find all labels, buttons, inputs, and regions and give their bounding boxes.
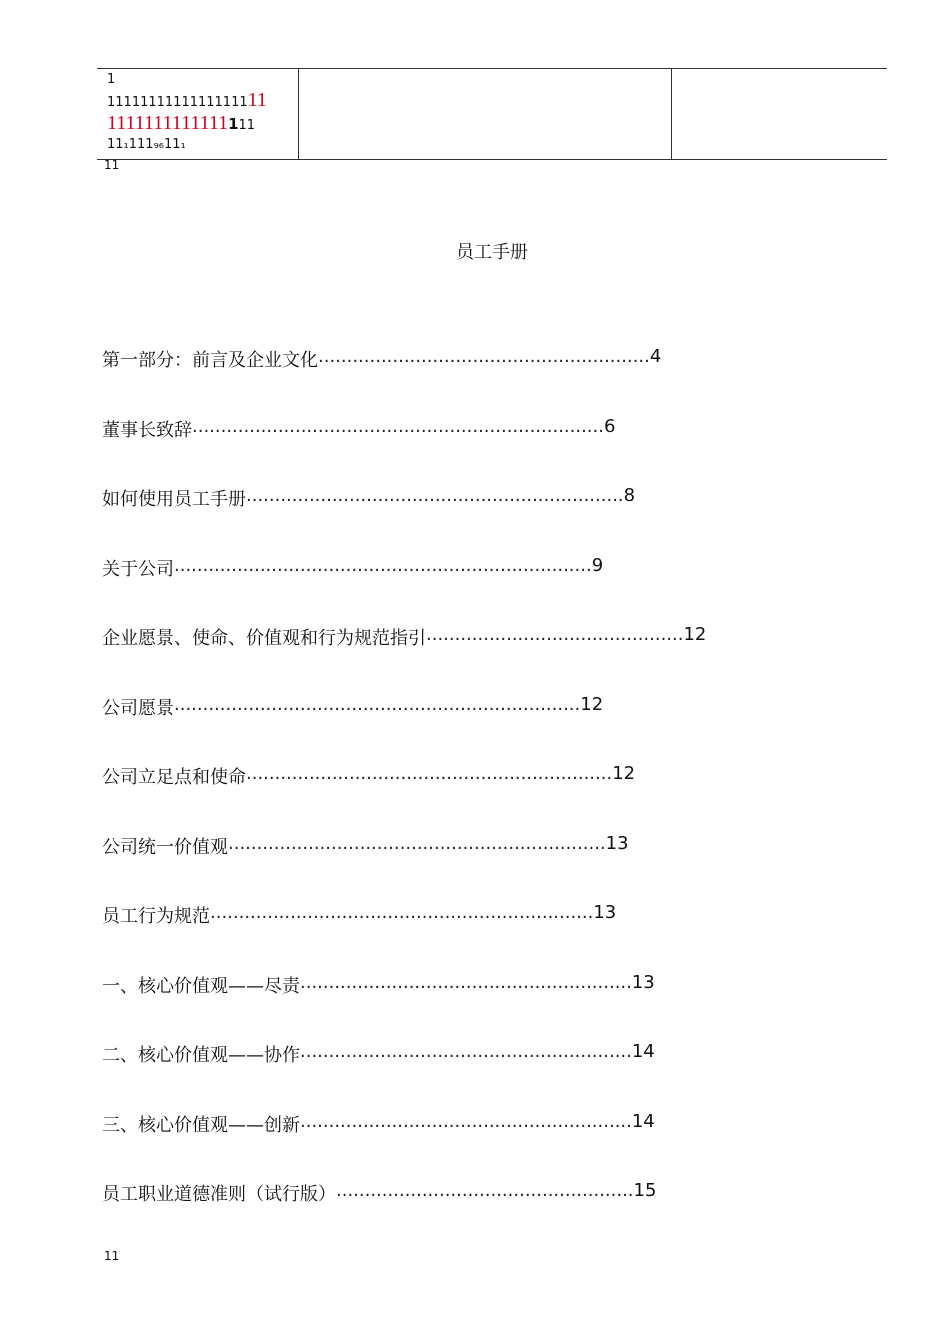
toc-entry-page: 13 — [631, 971, 655, 993]
toc-entry-leader: .......................................................... — [300, 971, 632, 993]
header-line-3 — [107, 113, 298, 136]
header-line-3-red: 1111111111111 — [107, 112, 229, 134]
toc-entry[interactable] — [102, 972, 706, 1042]
toc-entry-leader: ........................................................................ — [192, 415, 604, 437]
toc-entry-leader: ................................................................... — [210, 902, 594, 923]
header-line-1: 1 — [107, 72, 116, 87]
toc-entry-leader: .......................................................... — [300, 1041, 632, 1062]
toc-entry-page: 12 — [612, 763, 636, 784]
header-line-2-red: 11 — [247, 89, 267, 111]
header-line-3-bold: 1 — [228, 114, 239, 133]
toc-entry-label: 二、核心价值观——协作 — [102, 1045, 300, 1066]
header-line-2 — [107, 90, 298, 113]
header-line-2-plain: 11111111111111111 — [107, 94, 248, 110]
header-cell-right — [672, 69, 887, 159]
toc-entry-page: 8 — [623, 485, 636, 506]
toc-entry[interactable] — [102, 1041, 706, 1111]
toc-entry-leader: .......................................................... — [300, 1110, 632, 1132]
toc-entry-leader: ............................................. — [426, 624, 684, 645]
header-cell-middle — [299, 69, 672, 159]
toc-entry-page: 13 — [605, 832, 629, 854]
toc-entry-label: 关于公司 — [102, 558, 174, 580]
header-table — [97, 68, 887, 160]
header-line-3-tail: 11 — [238, 117, 256, 133]
toc-entry[interactable] — [102, 694, 706, 764]
footer-note: 11 — [104, 1249, 120, 1263]
toc-entry-label: 三、核心价值观——创新 — [102, 1114, 300, 1136]
toc-entry[interactable] — [102, 485, 706, 555]
toc-entry[interactable] — [102, 1111, 706, 1181]
toc-entry-leader: .......................................................... — [318, 346, 650, 367]
toc-entry-label: 第一部分：前言及企业文化 — [102, 350, 318, 371]
toc-entry-label: 董事长致辞 — [102, 419, 192, 441]
toc-entry-label: 员工职业道德准则（试行版） — [102, 1184, 336, 1205]
toc-entry-page: 9 — [591, 554, 604, 576]
toc-entry-page: 12 — [683, 624, 707, 645]
header-line-4: 11₁111₉₆11₁ — [107, 136, 186, 152]
table-of-contents — [102, 346, 706, 1250]
toc-entry-page: 14 — [631, 1041, 655, 1062]
toc-entry-page: 15 — [633, 1180, 657, 1201]
toc-entry[interactable] — [102, 833, 706, 903]
toc-entry-page: 12 — [580, 693, 604, 715]
toc-entry[interactable] — [102, 346, 706, 416]
toc-entry-page: 13 — [593, 902, 617, 923]
toc-entry-page: 4 — [649, 346, 662, 367]
toc-entry[interactable] — [102, 1180, 706, 1250]
toc-entry-label: 企业愿景、使命、价值观和行为规范指引 — [102, 628, 426, 649]
toc-entry-leader: .................................................................. — [228, 832, 606, 854]
toc-entry-leader: ................................................................ — [246, 763, 613, 784]
toc-entry[interactable] — [102, 902, 706, 972]
toc-entry-leader: ....................................................................... — [174, 693, 581, 715]
toc-entry-label: 公司愿景 — [102, 697, 174, 719]
toc-entry[interactable] — [102, 763, 706, 833]
toc-entry-page: 6 — [603, 415, 616, 437]
toc-entry-label: 如何使用员工手册 — [102, 489, 246, 510]
toc-entry-leader: ......................................................................... — [174, 554, 592, 576]
toc-entry-leader: .................................................... — [336, 1180, 634, 1201]
toc-entry-label: 一、核心价值观——尽责 — [102, 975, 300, 997]
document-title: 员工手册 — [456, 242, 528, 263]
toc-entry-leader: .................................................................. — [246, 485, 624, 506]
toc-entry-label: 公司立足点和使命 — [102, 767, 246, 788]
toc-entry-page: 14 — [631, 1110, 655, 1132]
toc-entry-label: 员工行为规范 — [102, 906, 210, 927]
toc-entry[interactable] — [102, 624, 706, 694]
header-below-note: 11 — [104, 158, 120, 172]
header-cell-left — [97, 69, 299, 159]
toc-entry[interactable] — [102, 555, 706, 625]
toc-entry[interactable] — [102, 416, 706, 486]
toc-entry-label: 公司统一价值观 — [102, 836, 228, 858]
